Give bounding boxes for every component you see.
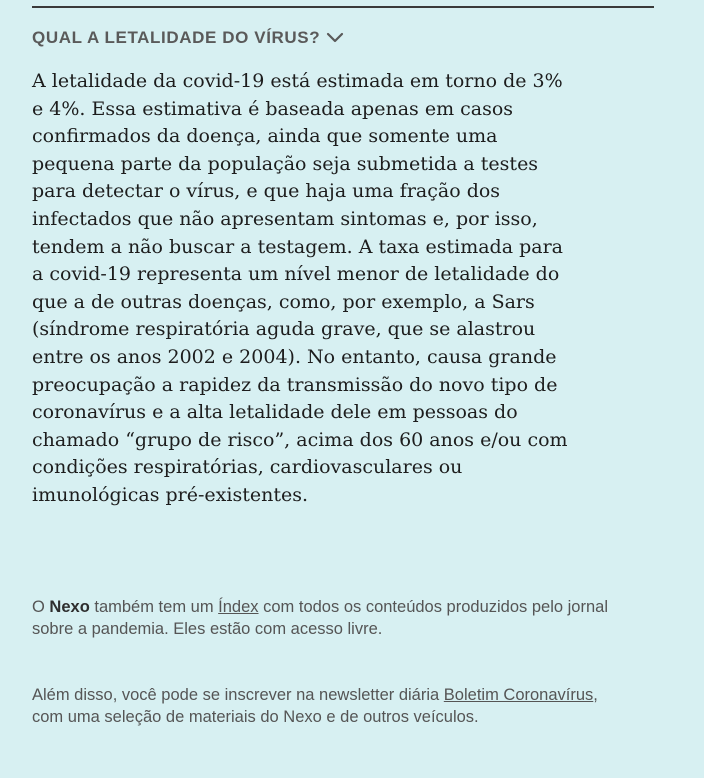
newsletter-link[interactable]: Boletim Coronavírus (443, 686, 594, 704)
faq-question-label: QUAL A LETALIDADE DO VÍRUS? (32, 28, 321, 47)
newsletter-note-suffix: , com uma seleção de materiais do Nexo e de outros veículos. (32, 686, 598, 726)
newsletter-note (32, 684, 632, 728)
index-link[interactable]: Índex (218, 598, 259, 616)
index-note-prefix: O (32, 598, 50, 616)
top-divider (32, 6, 654, 8)
newsletter-note-prefix: Além disso, você pode se inscrever na newsletter diária (32, 686, 444, 704)
faq-question-toggle[interactable] (32, 28, 344, 48)
chevron-down-icon (326, 31, 344, 45)
nexo-brand: Nexo (49, 598, 90, 616)
index-note-suffix: com todos os conteúdos produzidos pelo jornal sobre a pandemia. Eles estão com acesso livre. (32, 598, 608, 638)
index-note (32, 596, 632, 640)
faq-answer: A letalidade da covid-19 está estimada em torno de 3% e 4%. Essa estimativa é baseada apenas em casos confirmados da doença, ainda que somente uma pequena parte da população seja submetida a testes para detectar o vírus, e que haja uma fração dos infectados que não apresentam sintomas e, por isso, tendem a não buscar a testagem. A taxa estimada para a covid-19 representa um nível menor de letalidade do que a de outras doenças, como, por exemplo, a Sars (síndrome respiratória aguda grave, que se alastrou entre os anos 2002 e 2004). No entanto, causa grande preocupação a rapidez da transmissão do novo tipo de coronavírus e a alta letalidade dele em pessoas do chamado “grupo de risco”, acima dos 60 anos e/ou com condições respiratórias, cardiovasculares ou imunológicas pré-existentes. (32, 70, 568, 506)
index-note-middle: também tem um (89, 598, 219, 616)
